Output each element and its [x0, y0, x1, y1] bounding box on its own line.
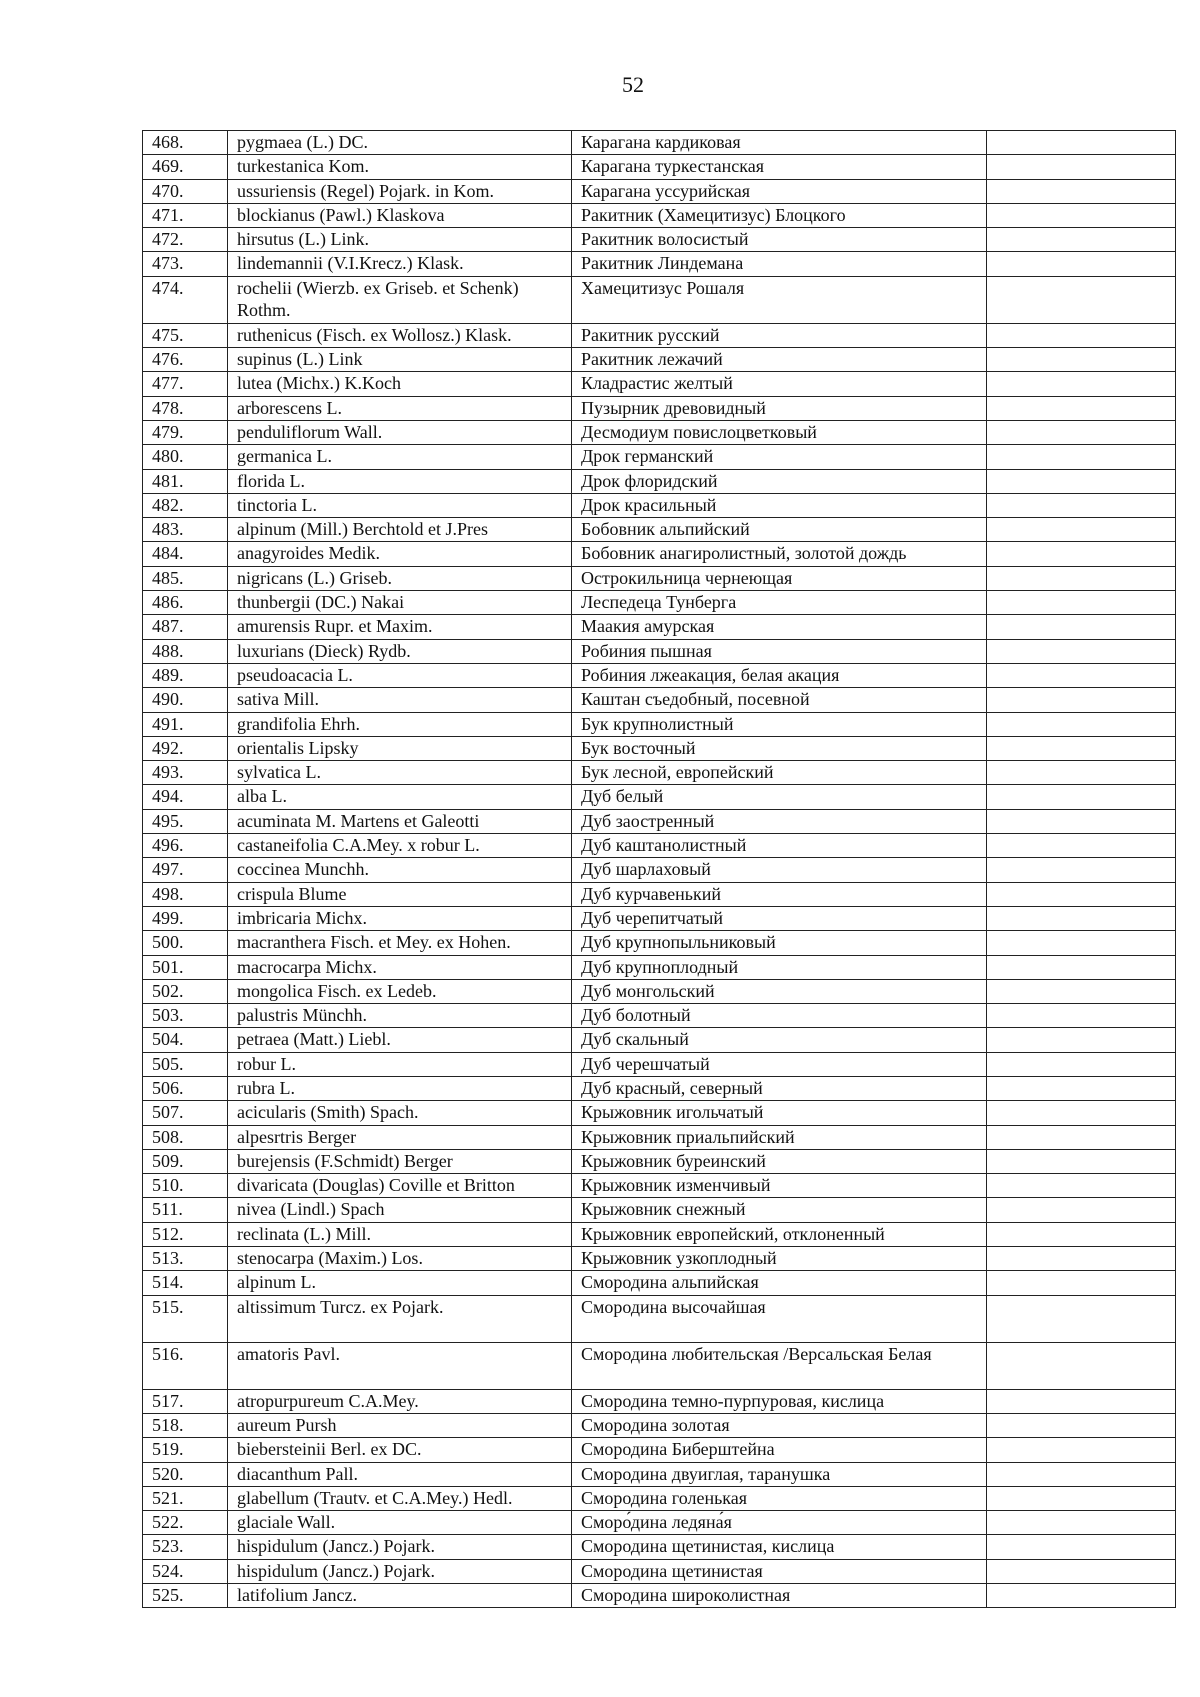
- russian-name-cell: Крыжовник приальпийский: [572, 1125, 987, 1149]
- notes-cell: [987, 1438, 1176, 1462]
- russian-name-cell: Робиния лжеакация, белая акация: [572, 663, 987, 687]
- table-row: [143, 736, 1176, 760]
- latin-name-cell: thunbergii (DC.) Nakai: [228, 591, 572, 615]
- table-row: [143, 1535, 1176, 1559]
- russian-name-cell: Каштан съедобный, посевной: [572, 688, 987, 712]
- russian-name-cell: Смородина альпийская: [572, 1271, 987, 1295]
- table-row: [143, 1004, 1176, 1028]
- russian-name-cell: Карагана кардиковая: [572, 131, 987, 155]
- table-row: [143, 1342, 1176, 1389]
- latin-name-cell: lutea (Michx.) K.Koch: [228, 372, 572, 396]
- table-row: [143, 979, 1176, 1003]
- row-number-cell: 512.: [143, 1222, 228, 1246]
- russian-name-cell: Дуб крупнопыльниковый: [572, 931, 987, 955]
- row-number-cell: 513.: [143, 1247, 228, 1271]
- notes-cell: [987, 663, 1176, 687]
- row-number-cell: 478.: [143, 396, 228, 420]
- russian-name-cell: Смородина темно-пурпуровая, кислица: [572, 1389, 987, 1413]
- notes-cell: [987, 323, 1176, 347]
- row-number-cell: 510.: [143, 1174, 228, 1198]
- table-row: [143, 1559, 1176, 1583]
- russian-name-cell: Десмодиум повислоцветковый: [572, 420, 987, 444]
- latin-name-cell: coccinea Munchh.: [228, 858, 572, 882]
- table-row: [143, 228, 1176, 252]
- table-row: [143, 761, 1176, 785]
- notes-cell: [987, 1028, 1176, 1052]
- russian-name-cell: Смородина Биберштейна: [572, 1438, 987, 1462]
- row-number-cell: 517.: [143, 1389, 228, 1413]
- notes-cell: [987, 979, 1176, 1003]
- latin-name-cell: reclinata (L.) Mill.: [228, 1222, 572, 1246]
- row-number-cell: 480.: [143, 445, 228, 469]
- russian-name-cell: Сморо́дина ледяна́я: [572, 1511, 987, 1535]
- table-row: [143, 445, 1176, 469]
- table-row: [143, 203, 1176, 227]
- table-row: [143, 1511, 1176, 1535]
- latin-name-cell: arborescens L.: [228, 396, 572, 420]
- latin-name-cell: lindemannii (V.I.Krecz.) Klask.: [228, 252, 572, 276]
- table-row: [143, 542, 1176, 566]
- latin-name-cell: pseudoacacia L.: [228, 663, 572, 687]
- notes-cell: [987, 591, 1176, 615]
- row-number-cell: 516.: [143, 1342, 228, 1389]
- russian-name-cell: Дуб черепитчатый: [572, 906, 987, 930]
- latin-name-cell: nigricans (L.) Griseb.: [228, 566, 572, 590]
- table-row: [143, 955, 1176, 979]
- latin-name-cell: florida L.: [228, 469, 572, 493]
- russian-name-cell: Ракитник русский: [572, 323, 987, 347]
- russian-name-cell: Бук крупнолистный: [572, 712, 987, 736]
- row-number-cell: 485.: [143, 566, 228, 590]
- latin-name-cell: burejensis (F.Schmidt) Berger: [228, 1149, 572, 1173]
- table-row: [143, 615, 1176, 639]
- row-number-cell: 524.: [143, 1559, 228, 1583]
- table-row: [143, 1174, 1176, 1198]
- russian-name-cell: Дуб крупноплодный: [572, 955, 987, 979]
- row-number-cell: 521.: [143, 1486, 228, 1510]
- row-number-cell: 519.: [143, 1438, 228, 1462]
- notes-cell: [987, 809, 1176, 833]
- table-row: [143, 906, 1176, 930]
- row-number-cell: 488.: [143, 639, 228, 663]
- row-number-cell: 481.: [143, 469, 228, 493]
- latin-name-cell: rubra L.: [228, 1076, 572, 1100]
- row-number-cell: 514.: [143, 1271, 228, 1295]
- notes-cell: [987, 858, 1176, 882]
- row-number-cell: 494.: [143, 785, 228, 809]
- latin-name-cell: grandifolia Ehrh.: [228, 712, 572, 736]
- latin-name-cell: turkestanica Kom.: [228, 155, 572, 179]
- latin-name-cell: stenocarpa (Maxim.) Los.: [228, 1247, 572, 1271]
- russian-name-cell: Смородина голенькая: [572, 1486, 987, 1510]
- latin-name-cell: acuminata M. Martens et Galeotti: [228, 809, 572, 833]
- latin-name-cell: amurensis Rupr. et Maxim.: [228, 615, 572, 639]
- russian-name-cell: Ракитник (Хамецитизус) Блоцкого: [572, 203, 987, 227]
- notes-cell: [987, 1559, 1176, 1583]
- table-row: [143, 663, 1176, 687]
- russian-name-cell: Бук лесной, европейский: [572, 761, 987, 785]
- table-row: [143, 323, 1176, 347]
- latin-name-cell: acicularis (Smith) Spach.: [228, 1101, 572, 1125]
- notes-cell: [987, 1295, 1176, 1342]
- row-number-cell: 482.: [143, 493, 228, 517]
- notes-cell: [987, 542, 1176, 566]
- notes-cell: [987, 203, 1176, 227]
- latin-name-cell: luxurians (Dieck) Rydb.: [228, 639, 572, 663]
- russian-name-cell: Дуб болотный: [572, 1004, 987, 1028]
- notes-cell: [987, 761, 1176, 785]
- russian-name-cell: Бобовник анагиролистный, золотой дождь: [572, 542, 987, 566]
- latin-name-cell: crispula Blume: [228, 882, 572, 906]
- species-table: [142, 130, 1176, 1608]
- row-number-cell: 505.: [143, 1052, 228, 1076]
- row-number-cell: 504.: [143, 1028, 228, 1052]
- table-row: [143, 1271, 1176, 1295]
- notes-cell: [987, 469, 1176, 493]
- notes-cell: [987, 931, 1176, 955]
- latin-name-cell: latifolium Jancz.: [228, 1584, 572, 1608]
- russian-name-cell: Дуб белый: [572, 785, 987, 809]
- russian-name-cell: Смородина щетинистая, кислица: [572, 1535, 987, 1559]
- notes-cell: [987, 1174, 1176, 1198]
- row-number-cell: 506.: [143, 1076, 228, 1100]
- row-number-cell: 495.: [143, 809, 228, 833]
- table-row: [143, 1028, 1176, 1052]
- table-row: [143, 1584, 1176, 1608]
- table-row: [143, 131, 1176, 155]
- latin-name-cell: penduliflorum Wall.: [228, 420, 572, 444]
- row-number-cell: 492.: [143, 736, 228, 760]
- notes-cell: [987, 493, 1176, 517]
- table-row: [143, 276, 1176, 323]
- latin-name-cell: petraea (Matt.) Liebl.: [228, 1028, 572, 1052]
- russian-name-cell: Смородина высочайшая: [572, 1295, 987, 1342]
- russian-name-cell: Смородина двуиглая, таранушка: [572, 1462, 987, 1486]
- row-number-cell: 490.: [143, 688, 228, 712]
- latin-name-cell: supinus (L.) Link: [228, 348, 572, 372]
- row-number-cell: 511.: [143, 1198, 228, 1222]
- table-row: [143, 1076, 1176, 1100]
- table-row: [143, 1295, 1176, 1342]
- notes-cell: [987, 1462, 1176, 1486]
- russian-name-cell: Крыжовник европейский, отклоненный: [572, 1222, 987, 1246]
- table-row: [143, 882, 1176, 906]
- notes-cell: [987, 834, 1176, 858]
- russian-name-cell: Дуб заостренный: [572, 809, 987, 833]
- table-row: [143, 931, 1176, 955]
- table-row: [143, 372, 1176, 396]
- notes-cell: [987, 445, 1176, 469]
- notes-cell: [987, 252, 1176, 276]
- table-row: [143, 712, 1176, 736]
- row-number-cell: 476.: [143, 348, 228, 372]
- russian-name-cell: Крыжовник игольчатый: [572, 1101, 987, 1125]
- russian-name-cell: Крыжовник узкоплодный: [572, 1247, 987, 1271]
- row-number-cell: 487.: [143, 615, 228, 639]
- notes-cell: [987, 955, 1176, 979]
- latin-name-cell: divaricata (Douglas) Coville et Britton: [228, 1174, 572, 1198]
- row-number-cell: 469.: [143, 155, 228, 179]
- latin-name-cell: pygmaea (L.) DC.: [228, 131, 572, 155]
- notes-cell: [987, 566, 1176, 590]
- table-row: [143, 396, 1176, 420]
- table-row: [143, 1125, 1176, 1149]
- russian-name-cell: Ракитник волосистый: [572, 228, 987, 252]
- row-number-cell: 470.: [143, 179, 228, 203]
- latin-name-cell: alpinum L.: [228, 1271, 572, 1295]
- notes-cell: [987, 1149, 1176, 1173]
- table-row: [143, 1052, 1176, 1076]
- russian-name-cell: Острокильница чернеющая: [572, 566, 987, 590]
- notes-cell: [987, 1076, 1176, 1100]
- row-number-cell: 468.: [143, 131, 228, 155]
- notes-cell: [987, 1486, 1176, 1510]
- notes-cell: [987, 1271, 1176, 1295]
- latin-name-cell: alpesrtris Berger: [228, 1125, 572, 1149]
- notes-cell: [987, 1052, 1176, 1076]
- row-number-cell: 483.: [143, 518, 228, 542]
- russian-name-cell: Дрок флоридский: [572, 469, 987, 493]
- russian-name-cell: Дуб черешчатый: [572, 1052, 987, 1076]
- notes-cell: [987, 1389, 1176, 1413]
- latin-name-cell: amatoris Pavl.: [228, 1342, 572, 1389]
- notes-cell: [987, 131, 1176, 155]
- latin-name-cell: glaciale Wall.: [228, 1511, 572, 1535]
- russian-name-cell: Смородина щетинистая: [572, 1559, 987, 1583]
- table-row: [143, 1486, 1176, 1510]
- latin-name-cell: ruthenicus (Fisch. ex Wollosz.) Klask.: [228, 323, 572, 347]
- russian-name-cell: Маакия амурская: [572, 615, 987, 639]
- notes-cell: [987, 736, 1176, 760]
- latin-name-cell: altissimum Turcz. ex Pojark.: [228, 1295, 572, 1342]
- latin-name-cell: aureum Pursh: [228, 1413, 572, 1437]
- table-row: [143, 420, 1176, 444]
- notes-cell: [987, 1511, 1176, 1535]
- latin-name-cell: rochelii (Wierzb. ex Griseb. et Schenk) Rothm.: [228, 276, 572, 323]
- latin-name-cell: hispidulum (Jancz.) Pojark.: [228, 1559, 572, 1583]
- table-row: [143, 155, 1176, 179]
- table-row: [143, 348, 1176, 372]
- notes-cell: [987, 228, 1176, 252]
- table-row: [143, 1198, 1176, 1222]
- row-number-cell: 496.: [143, 834, 228, 858]
- table-row: [143, 858, 1176, 882]
- row-number-cell: 491.: [143, 712, 228, 736]
- notes-cell: [987, 1413, 1176, 1437]
- latin-name-cell: hirsutus (L.) Link.: [228, 228, 572, 252]
- latin-name-cell: macrocarpa Michx.: [228, 955, 572, 979]
- row-number-cell: 493.: [143, 761, 228, 785]
- notes-cell: [987, 1101, 1176, 1125]
- latin-name-cell: blockianus (Pawl.) Klaskova: [228, 203, 572, 227]
- latin-name-cell: sativa Mill.: [228, 688, 572, 712]
- russian-name-cell: Смородина золотая: [572, 1413, 987, 1437]
- notes-cell: [987, 396, 1176, 420]
- table-row: [143, 1389, 1176, 1413]
- russian-name-cell: Кладрастис желтый: [572, 372, 987, 396]
- notes-cell: [987, 882, 1176, 906]
- russian-name-cell: Дрок красильный: [572, 493, 987, 517]
- notes-cell: [987, 688, 1176, 712]
- species-table-body: [143, 131, 1176, 1608]
- latin-name-cell: biebersteinii Berl. ex DC.: [228, 1438, 572, 1462]
- table-row: [143, 566, 1176, 590]
- russian-name-cell: Карагана уссурийская: [572, 179, 987, 203]
- table-row: [143, 785, 1176, 809]
- notes-cell: [987, 372, 1176, 396]
- russian-name-cell: Крыжовник снежный: [572, 1198, 987, 1222]
- russian-name-cell: Ракитник лежачий: [572, 348, 987, 372]
- russian-name-cell: Крыжовник изменчивый: [572, 1174, 987, 1198]
- table-row: [143, 1413, 1176, 1437]
- table-row: [143, 1462, 1176, 1486]
- latin-name-cell: alpinum (Mill.) Berchtold et J.Pres: [228, 518, 572, 542]
- notes-cell: [987, 518, 1176, 542]
- row-number-cell: 507.: [143, 1101, 228, 1125]
- notes-cell: [987, 785, 1176, 809]
- row-number-cell: 473.: [143, 252, 228, 276]
- table-row: [143, 252, 1176, 276]
- russian-name-cell: Бук восточный: [572, 736, 987, 760]
- russian-name-cell: Дуб монгольский: [572, 979, 987, 1003]
- row-number-cell: 475.: [143, 323, 228, 347]
- row-number-cell: 525.: [143, 1584, 228, 1608]
- table-row: [143, 809, 1176, 833]
- row-number-cell: 518.: [143, 1413, 228, 1437]
- notes-cell: [987, 1247, 1176, 1271]
- table-row: [143, 1149, 1176, 1173]
- table-row: [143, 179, 1176, 203]
- russian-name-cell: Дрок германский: [572, 445, 987, 469]
- page-number: 52: [622, 72, 644, 97]
- row-number-cell: 501.: [143, 955, 228, 979]
- row-number-cell: 498.: [143, 882, 228, 906]
- notes-cell: [987, 1584, 1176, 1608]
- latin-name-cell: atropurpureum C.A.Mey.: [228, 1389, 572, 1413]
- russian-name-cell: Смородина любительская /Версальская Белая: [572, 1342, 987, 1389]
- russian-name-cell: Смородина широколистная: [572, 1584, 987, 1608]
- russian-name-cell: Ракитник Линдемана: [572, 252, 987, 276]
- table-row: [143, 1438, 1176, 1462]
- row-number-cell: 502.: [143, 979, 228, 1003]
- row-number-cell: 523.: [143, 1535, 228, 1559]
- latin-name-cell: tinctoria L.: [228, 493, 572, 517]
- notes-cell: [987, 348, 1176, 372]
- table-row: [143, 1222, 1176, 1246]
- notes-cell: [987, 1004, 1176, 1028]
- row-number-cell: 471.: [143, 203, 228, 227]
- latin-name-cell: alba L.: [228, 785, 572, 809]
- latin-name-cell: diacanthum Pall.: [228, 1462, 572, 1486]
- table-row: [143, 591, 1176, 615]
- russian-name-cell: Робиния пышная: [572, 639, 987, 663]
- row-number-cell: 477.: [143, 372, 228, 396]
- latin-name-cell: anagyroides Medik.: [228, 542, 572, 566]
- row-number-cell: 503.: [143, 1004, 228, 1028]
- latin-name-cell: orientalis Lipsky: [228, 736, 572, 760]
- row-number-cell: 515.: [143, 1295, 228, 1342]
- notes-cell: [987, 1535, 1176, 1559]
- table-row: [143, 469, 1176, 493]
- row-number-cell: 486.: [143, 591, 228, 615]
- russian-name-cell: Бобовник альпийский: [572, 518, 987, 542]
- row-number-cell: 474.: [143, 276, 228, 323]
- row-number-cell: 500.: [143, 931, 228, 955]
- notes-cell: [987, 615, 1176, 639]
- notes-cell: [987, 420, 1176, 444]
- russian-name-cell: Пузырник древовидный: [572, 396, 987, 420]
- russian-name-cell: Дуб красный, северный: [572, 1076, 987, 1100]
- table-row: [143, 518, 1176, 542]
- russian-name-cell: Леспедеца Тунберга: [572, 591, 987, 615]
- latin-name-cell: mongolica Fisch. ex Ledeb.: [228, 979, 572, 1003]
- latin-name-cell: glabellum (Trautv. et C.A.Mey.) Hedl.: [228, 1486, 572, 1510]
- latin-name-cell: germanica L.: [228, 445, 572, 469]
- row-number-cell: 479.: [143, 420, 228, 444]
- notes-cell: [987, 1342, 1176, 1389]
- row-number-cell: 489.: [143, 663, 228, 687]
- table-row: [143, 1101, 1176, 1125]
- notes-cell: [987, 155, 1176, 179]
- notes-cell: [987, 276, 1176, 323]
- notes-cell: [987, 1198, 1176, 1222]
- notes-cell: [987, 906, 1176, 930]
- latin-name-cell: ussuriensis (Regel) Pojark. in Kom.: [228, 179, 572, 203]
- row-number-cell: 508.: [143, 1125, 228, 1149]
- russian-name-cell: Карагана туркестанская: [572, 155, 987, 179]
- table-row: [143, 493, 1176, 517]
- latin-name-cell: palustris Münchh.: [228, 1004, 572, 1028]
- table-row: [143, 1247, 1176, 1271]
- latin-name-cell: imbricaria Michx.: [228, 906, 572, 930]
- latin-name-cell: nivea (Lindl.) Spach: [228, 1198, 572, 1222]
- table-row: [143, 834, 1176, 858]
- row-number-cell: 472.: [143, 228, 228, 252]
- notes-cell: [987, 639, 1176, 663]
- latin-name-cell: robur L.: [228, 1052, 572, 1076]
- russian-name-cell: Дуб скальный: [572, 1028, 987, 1052]
- russian-name-cell: Хамецитизус Рошаля: [572, 276, 987, 323]
- latin-name-cell: macranthera Fisch. et Mey. ex Hohen.: [228, 931, 572, 955]
- russian-name-cell: Дуб курчавенький: [572, 882, 987, 906]
- table-row: [143, 639, 1176, 663]
- latin-name-cell: sylvatica L.: [228, 761, 572, 785]
- row-number-cell: 497.: [143, 858, 228, 882]
- latin-name-cell: hispidulum (Jancz.) Pojark.: [228, 1535, 572, 1559]
- table-row: [143, 688, 1176, 712]
- row-number-cell: 484.: [143, 542, 228, 566]
- notes-cell: [987, 712, 1176, 736]
- notes-cell: [987, 1125, 1176, 1149]
- russian-name-cell: Крыжовник буреинский: [572, 1149, 987, 1173]
- row-number-cell: 520.: [143, 1462, 228, 1486]
- notes-cell: [987, 179, 1176, 203]
- row-number-cell: 522.: [143, 1511, 228, 1535]
- row-number-cell: 509.: [143, 1149, 228, 1173]
- latin-name-cell: castaneifolia C.A.Mey. x robur L.: [228, 834, 572, 858]
- russian-name-cell: Дуб каштанолистный: [572, 834, 987, 858]
- notes-cell: [987, 1222, 1176, 1246]
- row-number-cell: 499.: [143, 906, 228, 930]
- russian-name-cell: Дуб шарлаховый: [572, 858, 987, 882]
